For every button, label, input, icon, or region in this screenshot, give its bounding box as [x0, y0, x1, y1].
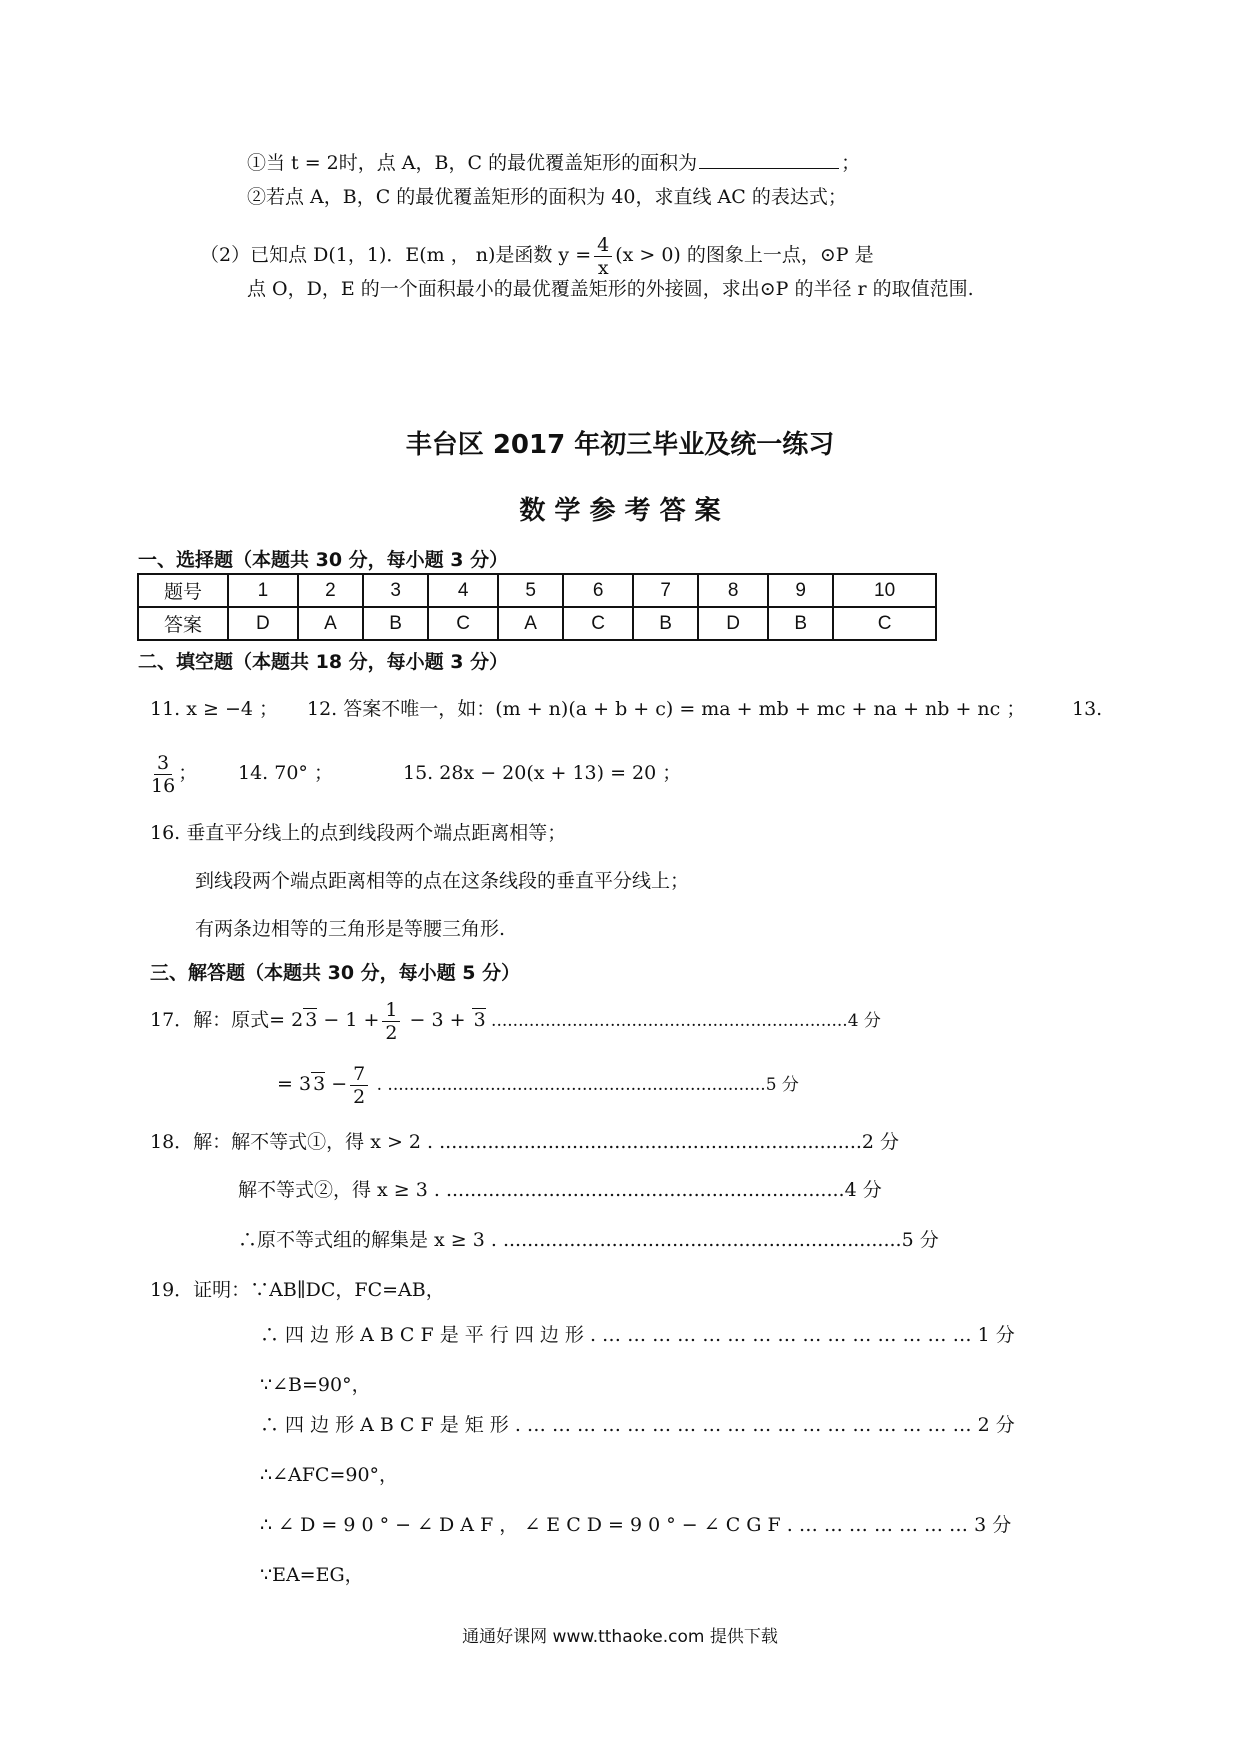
- a13-den: 16: [151, 774, 176, 797]
- table-cell: 3: [363, 574, 428, 607]
- solution-19-line3: ∵∠B=90°，: [260, 1374, 371, 1396]
- q1-item1-end: ；: [841, 152, 861, 174]
- s17-num1: 1: [382, 999, 400, 1022]
- s17-fraction-2: [350, 1063, 368, 1108]
- solution-18-line2: 解不等式②，得 x ≥ 3 . ..................................................................4 分: [238, 1179, 882, 1201]
- solution-18-line1: 18．解：解不等式①，得 x > 2 . ......................................................................2 分: [150, 1131, 900, 1153]
- answer-14: 14. 70° ；: [238, 762, 333, 784]
- table-cell: C: [833, 607, 936, 640]
- answer-15: 15. 28x − 20(x + 13) = 20 ；: [403, 762, 682, 784]
- q2-line1: [200, 232, 874, 279]
- solution-19-line5: ∴∠AFC=90°，: [260, 1464, 399, 1486]
- solution-17-line1: [150, 994, 881, 1047]
- table-cell: A: [298, 607, 363, 640]
- section2-heading: 二、填空题（本题共 18 分，每小题 3 分）: [138, 651, 509, 673]
- section3-heading: 三、解答题（本题共 30 分，每小题 5 分）: [150, 962, 521, 984]
- s17-dots1: ..................................................................4 分: [485, 1011, 881, 1031]
- table-row: [138, 574, 936, 607]
- blank-line: [699, 150, 839, 169]
- solution-19-line1: 19．证明：∵AB∥DC，FC=AB，: [150, 1279, 445, 1301]
- q1-item1: [247, 150, 860, 176]
- q2-line1-b: (x > 0) 的图象上一点，⊙P 是: [615, 244, 874, 266]
- table-cell: B: [633, 607, 698, 640]
- row-label-a: 答案: [138, 607, 228, 640]
- s17-line2-c: −: [325, 1073, 348, 1095]
- solution-17-line2: [277, 1058, 799, 1111]
- table-cell: D: [228, 607, 298, 640]
- sqrt-3: 3: [473, 1009, 486, 1031]
- q1-item2: ②若点 A，B，C 的最优覆盖矩形的面积为 40，求直线 AC 的表达式；: [247, 186, 847, 208]
- solution-19-line7: ∵EA=EG，: [260, 1564, 364, 1586]
- table-cell: B: [363, 607, 428, 640]
- solution-19-line4: ∴ 四 边 形 A B C F 是 矩 形 . … … … … … … … … … … … … … … … … … … 2 分: [260, 1414, 1015, 1436]
- s17-den1: 2: [385, 1021, 398, 1044]
- answer-16-line2: 到线段两个端点距离相等的点在这条线段的垂直平分线上；: [195, 870, 690, 892]
- q1-item1-text: ①当 t = 2时，点 A，B，C 的最优覆盖矩形的面积为: [247, 152, 698, 174]
- answer-12: 12. 答案不唯一，如：(m + n)(a + b + c) = ma + mb + mc + na + nb + nc ；: [307, 698, 1026, 720]
- table-row: [138, 607, 936, 640]
- sqrt-3: 3: [313, 1073, 326, 1095]
- table-cell: C: [563, 607, 633, 640]
- q2-line1-a: （2）已知点 D(1，1)．E(m ， n)是函数 y =: [200, 244, 592, 266]
- page-title: 丰台区 2017 年初三毕业及统一练习: [405, 430, 835, 460]
- answer-13: [148, 748, 197, 798]
- table-cell: 4: [428, 574, 498, 607]
- table-cell: 10: [833, 574, 936, 607]
- table-cell: B: [768, 607, 833, 640]
- table-cell: 2: [298, 574, 363, 607]
- a13-end: ；: [178, 762, 198, 784]
- table-cell: 6: [563, 574, 633, 607]
- q2-frac-num: 4: [594, 234, 612, 257]
- s17-a: 17．解：原式= 2: [150, 1009, 304, 1031]
- q2-frac-den: x: [597, 256, 609, 279]
- s17-d: − 3 +: [403, 1009, 472, 1031]
- row-label-q: 题号: [138, 574, 228, 607]
- answer-13-label: 13.: [1072, 698, 1103, 720]
- q2-line2: 点 O，D，E 的一个面积最小的最优覆盖矩形的外接圆，求出⊙P 的半径 r 的取值范围.: [247, 278, 974, 300]
- table-cell: 8: [698, 574, 768, 607]
- page-subtitle: 数 学 参 考 答 案: [519, 496, 721, 526]
- s17-dots2: . ......................................................................5 分: [371, 1075, 799, 1095]
- table-cell: 7: [633, 574, 698, 607]
- solution-19-line2: ∴ 四 边 形 A B C F 是 平 行 四 边 形 . … … … … … … … … … … … … … … … 1 分: [260, 1324, 1015, 1346]
- table-cell: C: [428, 607, 498, 640]
- solution-18-line3: ∴原不等式组的解集是 x ≥ 3 . ..................................................................5 分: [238, 1229, 939, 1251]
- answer-16-line1: 16. 垂直平分线上的点到线段两个端点距离相等；: [150, 822, 567, 844]
- s17-c: − 1 +: [317, 1009, 380, 1031]
- solution-19-line6: ∴ ∠ D = 9 0 ° − ∠ D A F ， ∠ E C D = 9 0 ° − ∠ C G F . … … … … … … … 3 分: [260, 1514, 1012, 1536]
- answer-table: [137, 573, 937, 641]
- footer-credit: 通通好课网 www.tthaoke.com 提供下载: [462, 1627, 778, 1647]
- answer-16-line3: 有两条边相等的三角形是等腰三角形.: [195, 918, 506, 940]
- section1-heading: 一、选择题（本题共 30 分，每小题 3 分）: [138, 549, 509, 571]
- answer-13-fraction: [151, 752, 175, 797]
- q2-fraction: [594, 234, 612, 279]
- table-cell: A: [498, 607, 563, 640]
- answer-11: 11. x ≥ −4 ；: [150, 698, 279, 720]
- sqrt-3: 3: [305, 1009, 318, 1031]
- s17-den2: 2: [353, 1085, 366, 1108]
- s17-fraction-1: [382, 999, 400, 1044]
- table-cell: D: [698, 607, 768, 640]
- table-cell: 5: [498, 574, 563, 607]
- s17-line2-a: = 3: [277, 1073, 312, 1095]
- table-cell: 9: [768, 574, 833, 607]
- s17-num2: 7: [350, 1063, 368, 1086]
- a13-num: 3: [154, 752, 172, 775]
- table-cell: 1: [228, 574, 298, 607]
